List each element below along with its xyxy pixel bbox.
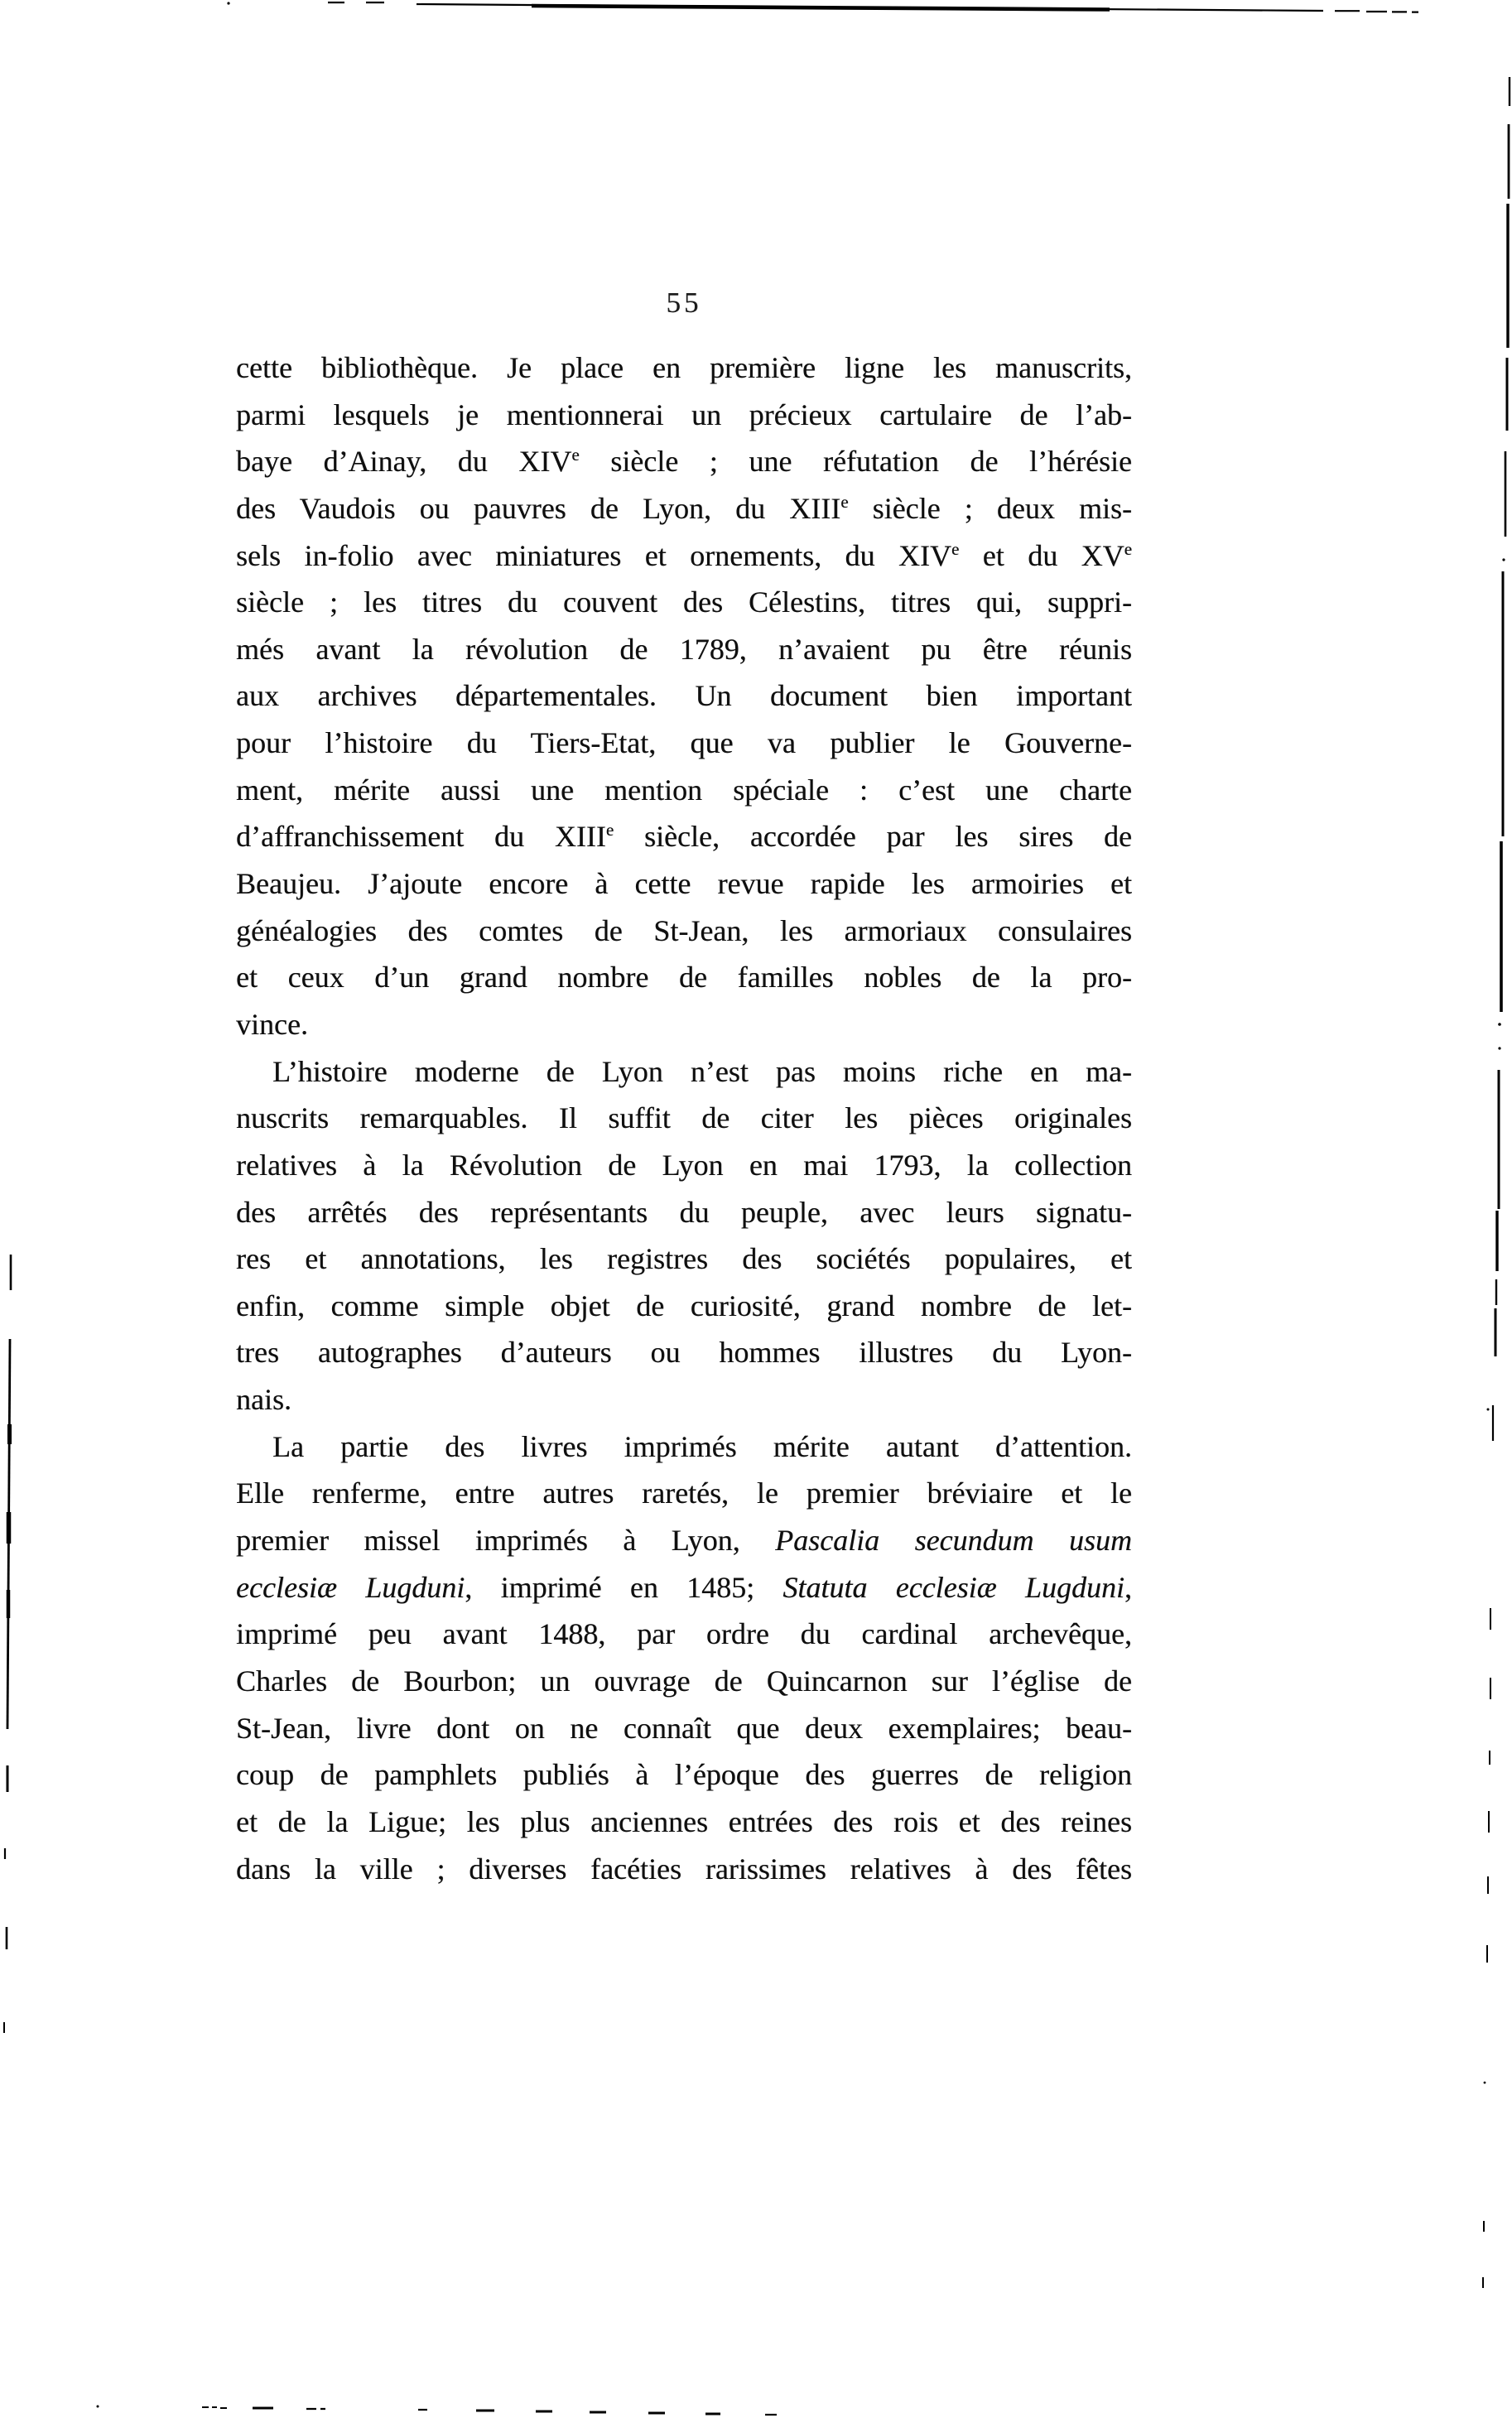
superscript: e: [951, 538, 960, 559]
text-segment: siècle, accordée par les sires de: [614, 820, 1132, 854]
text-segment: més avant la révolution de 1789, n’avaient pu être réunis: [236, 632, 1132, 666]
text-line: [236, 1470, 1132, 1517]
text-segment: res et annotations, les registres des sociétés populaires, et: [236, 1242, 1132, 1276]
superscript: e: [605, 820, 614, 841]
text-segment: généalogies des comtes de St-Jean, les armoriaux consulaires: [236, 913, 1132, 947]
text-line: [236, 1658, 1132, 1705]
text-segment: aux archives départementales. Un document bien important: [236, 679, 1132, 713]
text-segment: siècle ; les titres du couvent des Célestins, titres qui, suppri-: [236, 585, 1132, 619]
left-edge-line: [4, 1255, 11, 2033]
text-line: [236, 1799, 1132, 1846]
text-line: [236, 344, 1132, 392]
text-block: [236, 344, 1132, 1892]
text-line: [236, 1611, 1132, 1658]
text-segment: des Vaudois ou pauvres de Lyon, du XIII: [236, 491, 841, 525]
text-segment: St-Jean, livre dont on ne connaît que deux exemplaires; beau-: [236, 1711, 1132, 1745]
text-segment: siècle ; une réfutation de l’hérésie: [579, 445, 1132, 479]
text-segment: nuscrits remarquables. Il suffit de citer les pièces originales: [236, 1101, 1132, 1135]
text-segment: cette bibliothèque. Je place en première ligne les manuscrits,: [236, 351, 1132, 384]
text-line: [236, 1048, 1132, 1096]
italic-text: Statuta ecclesiæ Lugduni: [782, 1570, 1124, 1604]
text-segment: Beaujeu. J’ajoute encore à cette revue rapide les armoiries et: [236, 867, 1132, 901]
text-segment: nais.: [236, 1383, 291, 1417]
text-line: [236, 954, 1132, 1001]
text-segment: tres autographes d’auteurs ou hommes illustres du Lyon-: [236, 1336, 1132, 1370]
superscript: e: [1124, 538, 1132, 559]
text-line: [236, 1189, 1132, 1236]
text-line: [236, 1001, 1132, 1048]
text-segment: , imprimé en 1485;: [465, 1570, 783, 1604]
text-line: [236, 1423, 1132, 1471]
text-line: [236, 1517, 1132, 1564]
text-line: [236, 813, 1132, 860]
text-line: [236, 1376, 1132, 1423]
text-segment: sels in-folio avec miniatures et ornements, du XIV: [236, 538, 951, 572]
text-segment: Charles de Bourbon; un ouvrage de Quincarnon sur l’église de: [236, 1664, 1132, 1698]
text-segment: L’histoire moderne de Lyon n’est pas moins riche en ma-: [272, 1054, 1132, 1088]
text-segment: vince.: [236, 1007, 308, 1041]
top-edge-line: [227, 2, 1418, 12]
text-segment: ment, mérite aussi une mention spéciale : c’est une charte: [236, 773, 1132, 807]
text-segment: premier missel imprimés à Lyon,: [236, 1524, 776, 1558]
text-segment: siècle ; deux mis-: [848, 491, 1132, 525]
text-line: [236, 1142, 1132, 1189]
text-segment: parmi lesquels je mentionnerai un précieux cartulaire de l’ab-: [236, 397, 1132, 431]
text-segment: ,: [1124, 1570, 1132, 1604]
italic-text: Pascalia secundum usum: [775, 1524, 1132, 1558]
text-line: [236, 672, 1132, 720]
italic-text: ecclesiæ Lugduni: [236, 1570, 465, 1604]
text-segment: et ceux d’un grand nombre de familles nobles de la pro-: [236, 961, 1132, 995]
text-line: [236, 720, 1132, 767]
text-line: [236, 485, 1132, 532]
bottom-edge-dashes: [97, 2406, 778, 2416]
text-line: [236, 1705, 1132, 1752]
text-segment: baye d’Ainay, du XIV: [236, 445, 572, 479]
text-line: [236, 908, 1132, 955]
right-edge-line: [1483, 77, 1510, 2288]
text-segment: dans la ville ; diverses facéties rarissimes relatives à des fêtes: [236, 1852, 1132, 1886]
text-segment: relatives à la Révolution de Lyon en mai 1793, la collection: [236, 1148, 1132, 1182]
text-line: [236, 1329, 1132, 1376]
text-segment: enfin, comme simple objet de curiosité, grand nombre de let-: [236, 1288, 1132, 1322]
text-line: [236, 1751, 1132, 1799]
text-segment: Elle renferme, entre autres raretés, le premier bréviaire et le: [236, 1476, 1132, 1510]
text-segment: et du XV: [959, 538, 1124, 572]
text-line: [236, 860, 1132, 908]
text-line: [236, 1564, 1132, 1611]
text-segment: coup de pamphlets publiés à l’époque des guerres de religion: [236, 1758, 1132, 1792]
text-segment: imprimé peu avant 1488, par ordre du cardinal archevêque,: [236, 1617, 1132, 1651]
text-line: [236, 392, 1132, 439]
superscript: e: [840, 491, 849, 512]
text-line: [236, 1283, 1132, 1330]
text-line: [236, 626, 1132, 673]
text-line: [236, 532, 1132, 580]
text-line: [236, 767, 1132, 814]
text-segment: pour l’histoire du Tiers-Etat, que va publier le Gouverne-: [236, 726, 1132, 760]
text-line: [236, 1095, 1132, 1142]
text-line: [236, 438, 1132, 485]
text-segment: d’affranchissement du XIII: [236, 820, 606, 854]
page-number: 55: [666, 287, 702, 319]
text-line: [236, 579, 1132, 626]
text-segment: et de la Ligue; les plus anciennes entrées des rois et des reines: [236, 1804, 1132, 1838]
text-line: [236, 1235, 1132, 1283]
superscript: e: [571, 445, 580, 465]
text-segment: La partie des livres imprimés mérite autant d’attention.: [272, 1429, 1132, 1463]
text-line: [236, 1846, 1132, 1893]
text-segment: des arrêtés des représentants du peuple, avec leurs signatu-: [236, 1195, 1132, 1229]
